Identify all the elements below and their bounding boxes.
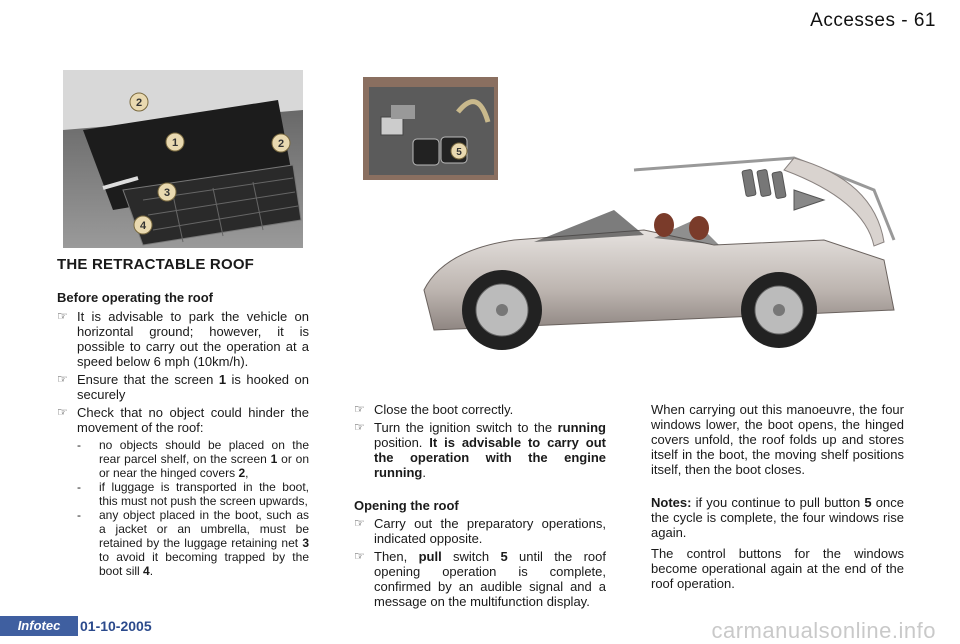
col2-bullet-3: ☞ Carry out the preparatory operations, indicated opposite.: [354, 516, 606, 546]
callout-3: 3: [163, 187, 171, 199]
col2-bullet-4: ☞ Then, pull switch 5 until the roof opening operation is complete, confirmed by an audible signal and a message on the multifunction display.: [354, 549, 606, 609]
callout-2b: 2: [277, 138, 285, 150]
before-dash-2: - if luggage is transported in the boot, this must not push the screen upwards,: [77, 480, 309, 508]
before-operating-column: [57, 290, 309, 578]
footer-date: 01-10-2005: [80, 618, 152, 634]
hand-pointer-icon: ☞: [354, 516, 365, 530]
manoeuvre-column: [651, 402, 904, 591]
before-dash-3: - any object placed in the boot, such as a jacket or an umbrella, must be retained by the luggage retaining net 3 to avoid it becoming trapped by the boot sill 4.: [77, 508, 309, 578]
callout-4: 4: [139, 220, 147, 232]
col2-bullet-1: ☞ Close the boot correctly.: [354, 402, 514, 417]
before-bullet-3: ☞ Check that no object could hinder the movement of the roof:: [57, 405, 309, 435]
notes-paragraph: Notes: if you continue to pull button 5 once the cycle is complete, the four windows rise again.: [651, 495, 904, 540]
watermark: carmanualsonline.info: [711, 618, 936, 643]
manoeuvre-paragraph: When carrying out this manoeuvre, the four windows lower, the boot opens, the hinged covers unfold, the roof folds up and stores itself in the boot, the moving shelf positions itself, then the boot closes.: [651, 402, 904, 477]
hand-pointer-icon: ☞: [354, 402, 365, 416]
before-dash-1: - no objects should be placed on the rear parcel shelf, on the screen 1 or on or near the hinged covers 2,: [77, 438, 310, 480]
infotec-logo: Infotec: [0, 616, 78, 636]
page-header: Accesses - 61: [810, 10, 936, 31]
hand-pointer-icon: ☞: [57, 372, 68, 386]
hand-pointer-icon: ☞: [354, 420, 365, 434]
window-controls-paragraph: The control buttons for the windows become operational again at the end of the roof operation.: [651, 546, 904, 591]
switch-photo: [363, 77, 498, 180]
opening-heading: Opening the roof: [354, 498, 459, 513]
col2-bullet-2: ☞ Turn the ignition switch to the running position. It is advisable to carry out the operation with the engine running.: [354, 420, 606, 480]
opening-column: [354, 402, 606, 609]
callout-2a: 2: [135, 97, 143, 109]
callout-1: 1: [171, 137, 179, 149]
hand-pointer-icon: ☞: [57, 405, 68, 419]
section-title: THE RETRACTABLE ROOF: [57, 256, 255, 273]
hand-pointer-icon: ☞: [57, 309, 68, 323]
before-bullet-2: ☞ Ensure that the screen 1 is hooked on securely: [57, 372, 309, 402]
car-photo: [354, 150, 934, 382]
callout-5: 5: [456, 147, 462, 158]
before-bullet-1: ☞ It is advisable to park the vehicle on horizontal ground; however, it is possible to carry out the operation at a speed below 6 mph (10km/h).: [57, 309, 309, 369]
before-heading: Before operating the roof: [57, 290, 214, 305]
boot-photo: [63, 70, 303, 248]
hand-pointer-icon: ☞: [354, 549, 365, 563]
